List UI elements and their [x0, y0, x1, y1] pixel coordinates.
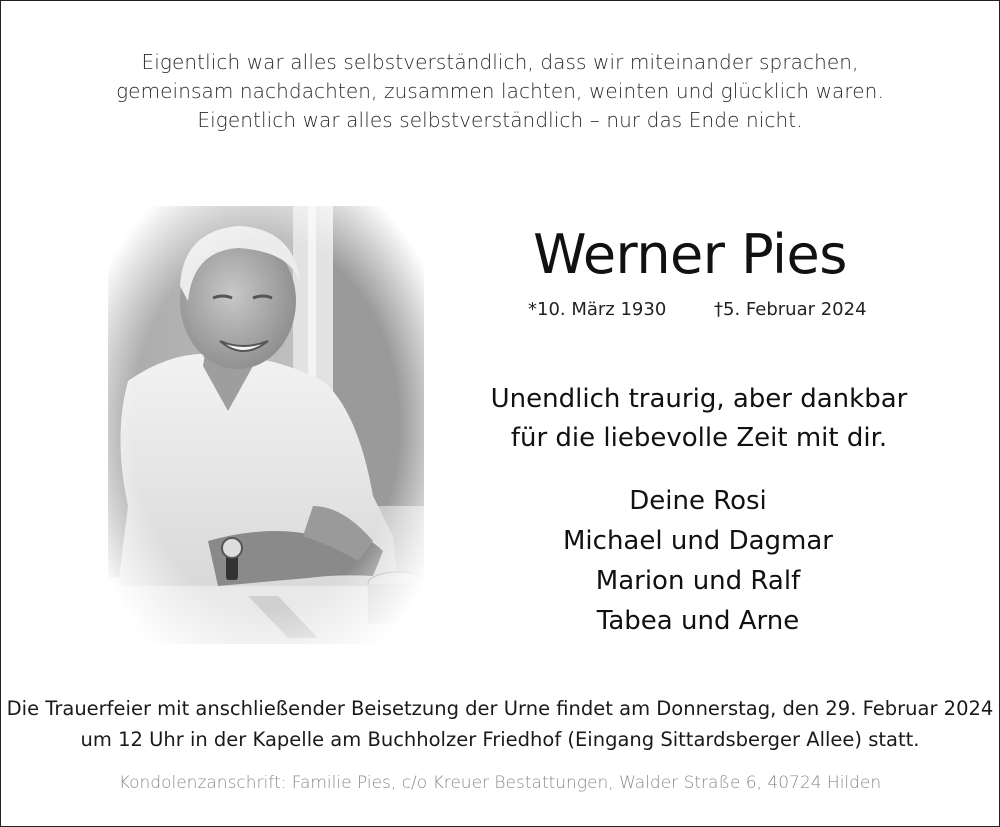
ceremony-line-2: um 12 Uhr in der Kapelle am Buchholzer Friedhof (Eingang Sittardsberger Allee) statt.: [80, 728, 920, 751]
condolence-address: Kondolenzanschrift: Familie Pies, c/o Kreuer Bestattungen, Walder Straße 6, 40724 Hilden: [118, 773, 882, 793]
birth-date: *10. März 1930: [528, 299, 667, 320]
intro-quote: [0, 48, 1000, 135]
death-date: †5. Februar 2024: [714, 299, 867, 320]
ceremony-info: [0, 693, 1000, 755]
mourners-list: [498, 481, 898, 641]
motto: [470, 380, 928, 458]
mourner-name: Deine Rosi: [629, 486, 767, 516]
quote-line-3: Eigentlich war alles selbstverständlich – nur das Ende nicht.: [197, 108, 803, 132]
portrait-photo: [108, 206, 424, 644]
ceremony-line-1: Die Trauerfeier mit anschließender Beisetzung der Urne findet am Donnerstag, den 29. Februar 2024: [6, 697, 994, 720]
motto-line-2: für die liebevolle Zeit mit dir.: [510, 423, 888, 453]
mourner-name: Tabea und Arne: [596, 606, 800, 636]
deceased-name: Werner Pies: [533, 223, 847, 286]
quote-line-2: gemeinsam nachdachten, zusammen lachten, weinten und glücklich waren.: [116, 79, 884, 103]
quote-line-1: Eigentlich war alles selbstverständlich, dass wir miteinander sprachen,: [141, 50, 859, 74]
motto-line-1: Unendlich traurig, aber dankbar: [490, 384, 908, 414]
mourner-name: Marion und Ralf: [595, 566, 801, 596]
mourner-name: Michael und Dagmar: [563, 526, 833, 556]
